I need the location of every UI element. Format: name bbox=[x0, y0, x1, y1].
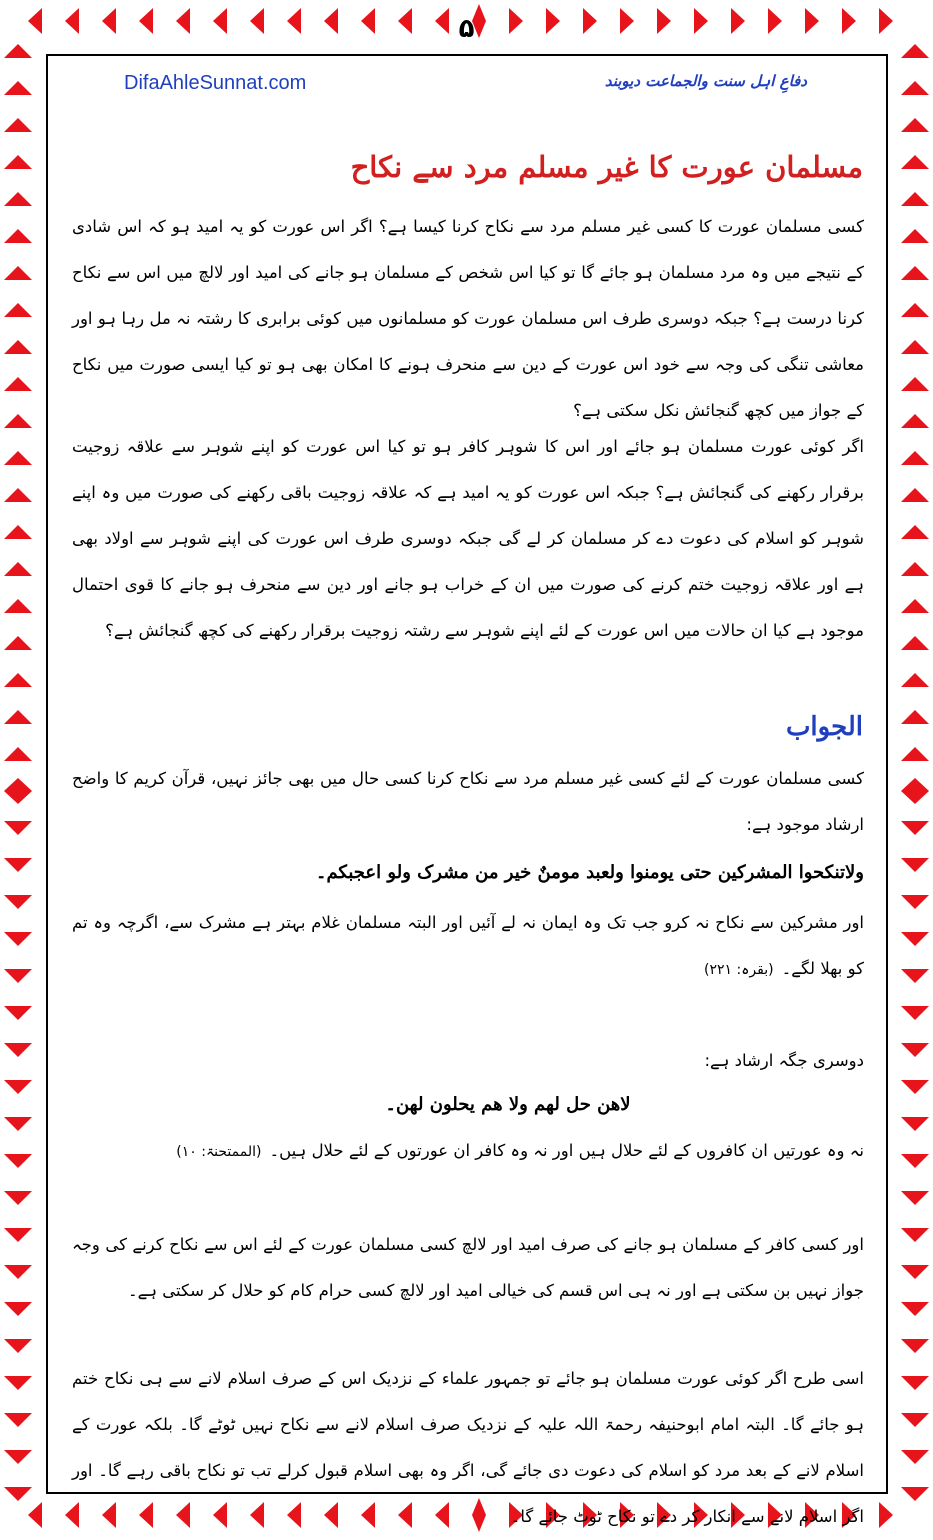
header-title: دفاعِ اہل سنت والجماعت دیوبند bbox=[604, 72, 807, 90]
border-arrow bbox=[4, 81, 32, 95]
border-arrow bbox=[879, 1502, 893, 1528]
border-arrow bbox=[901, 710, 929, 724]
border-arrow bbox=[4, 1376, 32, 1390]
border-arrow bbox=[901, 1228, 929, 1242]
border-arrow bbox=[4, 969, 32, 983]
border-arrow bbox=[4, 1080, 32, 1094]
answer-heading: الجواب bbox=[785, 712, 863, 742]
border-arrow bbox=[901, 895, 929, 909]
border-arrow bbox=[4, 488, 32, 502]
border-arrow bbox=[4, 636, 32, 650]
border-arrow bbox=[901, 1043, 929, 1057]
border-arrow bbox=[4, 118, 32, 132]
border-arrow bbox=[4, 1117, 32, 1131]
border-arrow bbox=[4, 858, 32, 872]
verse-1-reference: (بقرہ: ۲۲۱) bbox=[704, 962, 774, 978]
border-arrow bbox=[4, 229, 32, 243]
border-arrow bbox=[4, 599, 32, 613]
border-arrow bbox=[901, 525, 929, 539]
question-1: کسی مسلمان عورت کا کسی غیر مسلم مرد سے نکاح کرنا کیسا ہے؟ اگر اس عورت کو یہ امید ہو کہ اس شادی کے نتیجے میں وہ مرد مسلمان ہو جائے گا تو کیا اس شخص کے مسلمان ہو جانے کی امید اور لالچ میں اس سے نکاح کرنا درست ہے؟ جبکہ دوسری طرف اس مسلمان عورت کو مسلمانوں میں کوئی برابری کا رشتہ نہ مل رہا ہو اور معاشی تنگی کی وجہ سے خود اس عورت کے دین سے منحرف ہونے کا امکان بھی ہو تو کیا ایسی صورت میں نکاح کے جواز میں کچھ گنجائش نکل سکتی ہے؟ bbox=[72, 217, 864, 420]
border-arrow bbox=[4, 414, 32, 428]
border-arrow bbox=[4, 1450, 32, 1464]
question-2: اگر کوئی عورت مسلمان ہو جائے اور اس کا شوہر کافر ہو تو کیا اس عورت کو اپنے شوہر سے علاقہ زوجیت برقرار رکھنے کی گنجائش ہے؟ جبکہ اس عورت کو یہ امید ہے کہ علاقہ زوجیت باقی رکھنے کی صورت میں وہ اپنے شوہر کو اسلام کی دعوت دے کر مسلمان کر لے گی جبکہ دوسری طرف اس عورت کی اپنے شوہر سے اولاد بھی ہے اور علاقہ زوجیت ختم کرنے کی صورت میں ان کے خراب ہو جانے اور دین سے منحرف ہو جانے کا قوی احتمال موجود ہے کیا ان حالات میں اس عورت کے لئے اپنے شوہر سے رشتہ زوجیت برقرار رکھنے کی کچھ گنجائش ہے؟ bbox=[72, 437, 864, 640]
border-arrow bbox=[4, 155, 32, 169]
border-arrow bbox=[901, 1080, 929, 1094]
border-arrow bbox=[4, 377, 32, 391]
border-arrow bbox=[4, 1191, 32, 1205]
border-arrow bbox=[901, 303, 929, 317]
paragraph-4: اسی طرح اگر کوئی عورت مسلمان ہو جائے تو جمہور علماء کے نزدیک اس کے صرف اسلام لانے سے ہی نکاح ختم ہو جائے گا۔ البتہ امام ابوحنیفہ رحمۃ اللہ علیہ کے نزدیک صرف اسلام لانے سے نکاح نہیں ٹوٹے گا۔ بلکہ عورت کے اسلام لانے کے بعد مرد کو اسلام کی دعوت دی جائے گی، اگر وہ بھی اسلام قبول کرلے تب تو نکاح باقی رہے گا۔ اور اگر اسلام لانے سے انکار کر دے تو نکاح ٹوٹ جائے گا۔ bbox=[72, 1369, 864, 1526]
border-arrow bbox=[901, 969, 929, 983]
border-arrow bbox=[901, 451, 929, 465]
border-arrow bbox=[901, 932, 929, 946]
verse-2-arabic: لاھن حل لھم ولا ھم یحلون لھن۔ bbox=[385, 1094, 631, 1115]
border-arrow bbox=[4, 192, 32, 206]
second-place-intro: دوسری جگہ ارشاد ہے: bbox=[704, 1051, 864, 1070]
border-diamond bbox=[4, 778, 32, 804]
border-arrow bbox=[901, 81, 929, 95]
border-arrow bbox=[4, 1154, 32, 1168]
border-arrow bbox=[4, 747, 32, 761]
border-arrow bbox=[901, 44, 929, 58]
border-arrow bbox=[4, 340, 32, 354]
border-arrow bbox=[901, 229, 929, 243]
verse-1-arabic: ولاتنکحوا المشرکین حتی یومنوا ولعبد مومنٌ خیر من مشرک ولو اعجبکم۔ bbox=[315, 862, 864, 883]
border-arrow bbox=[901, 488, 929, 502]
border-arrow bbox=[901, 821, 929, 835]
border-arrow bbox=[4, 1228, 32, 1242]
border-arrow bbox=[901, 1117, 929, 1131]
border-arrow bbox=[901, 858, 929, 872]
border-arrow bbox=[901, 1450, 929, 1464]
verse-1-translation-block bbox=[72, 900, 864, 993]
border-arrow bbox=[901, 266, 929, 280]
border-arrow bbox=[4, 451, 32, 465]
border-arrow bbox=[901, 1487, 929, 1501]
border-arrow bbox=[901, 414, 929, 428]
border-arrow bbox=[901, 155, 929, 169]
border-arrow bbox=[4, 673, 32, 687]
border-arrow bbox=[4, 266, 32, 280]
border-arrow bbox=[901, 1376, 929, 1390]
border-arrow bbox=[901, 1302, 929, 1316]
border-arrow bbox=[901, 1339, 929, 1353]
border-arrow bbox=[4, 895, 32, 909]
page-number: ۵ bbox=[458, 14, 475, 44]
verse-2-reference: (الممتحنۃ: ۱۰) bbox=[176, 1144, 262, 1160]
border-arrow bbox=[4, 1006, 32, 1020]
border-arrow bbox=[901, 1413, 929, 1427]
border-arrow bbox=[901, 562, 929, 576]
border-arrow bbox=[4, 1413, 32, 1427]
border-arrow bbox=[4, 821, 32, 835]
border-arrow bbox=[4, 562, 32, 576]
border-arrow bbox=[4, 303, 32, 317]
border-arrow bbox=[901, 118, 929, 132]
article-title: مسلمان عورت کا غیر مسلم مرد سے نکاح bbox=[350, 150, 863, 184]
border-arrow bbox=[901, 673, 929, 687]
border-diamond bbox=[901, 778, 929, 804]
border-arrow bbox=[901, 599, 929, 613]
border-arrow bbox=[4, 1043, 32, 1057]
border-arrow bbox=[901, 1265, 929, 1279]
border-arrow bbox=[4, 1265, 32, 1279]
border-arrow bbox=[901, 1191, 929, 1205]
border-arrow bbox=[4, 1487, 32, 1501]
border-arrow bbox=[901, 747, 929, 761]
border-arrow bbox=[4, 44, 32, 58]
border-arrow bbox=[4, 1302, 32, 1316]
border-arrow bbox=[4, 525, 32, 539]
border-arrow bbox=[901, 192, 929, 206]
verse-2-translation: نہ وہ عورتیں ان کافروں کے لئے حلال ہیں اور نہ وہ کافر ان عورتوں کے لئے حلال ہیں۔ bbox=[269, 1141, 864, 1160]
border-arrow bbox=[901, 636, 929, 650]
border-arrow bbox=[901, 340, 929, 354]
border-arrow bbox=[28, 1502, 42, 1528]
border-arrow bbox=[4, 932, 32, 946]
border-arrow bbox=[901, 1006, 929, 1020]
verse-1-translation: اور مشرکین سے نکاح نہ کرو جب تک وہ ایمان نہ لے آئیں اور البتہ مسلمان غلام بہتر ہے مشرک سے، اگرچہ وہ تم کو بھلا لگے۔ bbox=[72, 913, 864, 978]
border-arrow bbox=[901, 1154, 929, 1168]
border-arrow bbox=[4, 1339, 32, 1353]
answer-intro: کسی مسلمان عورت کے لئے کسی غیر مسلم مرد سے نکاح کرنا کسی حال میں بھی جائز نہیں، قرآن کریم کا واضح ارشاد موجود ہے: bbox=[72, 769, 864, 834]
verse-2-translation-block bbox=[72, 1128, 864, 1175]
border-arrow bbox=[901, 377, 929, 391]
site-url: DifaAhleSunnat.com bbox=[124, 72, 307, 94]
border-arrow bbox=[4, 710, 32, 724]
paragraph-3: اور کسی کافر کے مسلمان ہو جانے کی صرف امید اور لالچ کسی مسلمان عورت کے لئے اس سے نکاح کرنے کی وجہ جواز نہیں بن سکتی ہے اور نہ ہی اس قسم کی خیالی امید اور لالچ کسی حرام کام کو حلال کر سکتی ہے۔ bbox=[72, 1235, 864, 1300]
